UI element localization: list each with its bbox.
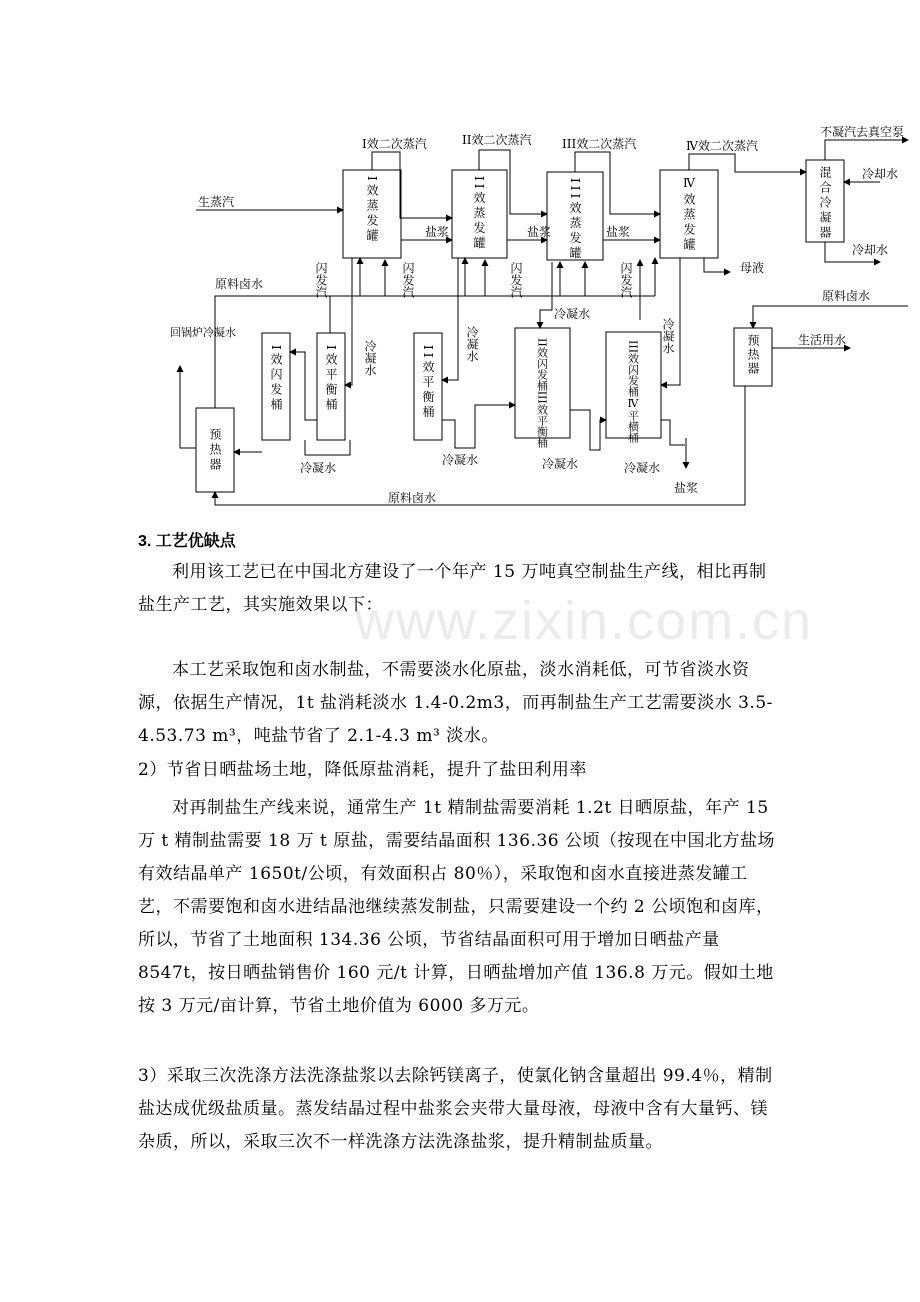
slurry-2-label: 盐浆 bbox=[527, 225, 552, 239]
mixing-condenser-label: 混合冷凝器 bbox=[818, 166, 832, 241]
raw-brine-bottom-label: 原料卤水 bbox=[388, 491, 437, 505]
balance-drum-1-label: I效平衡桶 bbox=[324, 345, 338, 413]
condensate-h5-label: 冷凝水 bbox=[624, 461, 661, 475]
preheater-right bbox=[734, 328, 772, 386]
evaporator-3-label: III效蒸发罐 bbox=[568, 178, 582, 262]
preheater-left-label: 预热器 bbox=[208, 428, 222, 473]
condensate-v1-label: 冷凝水 bbox=[363, 340, 377, 376]
vapor-3-label: III效二次蒸汽 bbox=[562, 137, 637, 151]
condensate-h1-label: 冷凝水 bbox=[300, 461, 337, 475]
balance-drum-1 bbox=[317, 333, 345, 440]
evaporator-2-label: II效蒸发罐 bbox=[472, 176, 486, 252]
raw-brine-top-label: 原料卤水 bbox=[215, 277, 264, 291]
flash-steam-2-label: 闪发汽 bbox=[401, 262, 415, 298]
condensate-v3-label: 冷凝水 bbox=[661, 318, 675, 354]
process-flow-diagram bbox=[0, 0, 920, 520]
evaporator-2 bbox=[452, 170, 507, 258]
vapor-2-label: II效二次蒸汽 bbox=[462, 133, 532, 147]
paragraph-freshwater: 本工艺采取饱和卤水制盐，不需要淡水化原盐，淡水消耗低，可节省淡水资源，依据生产情况，1t 盐消耗淡水 1.4-0.2m3，而再制盐生产工艺需要淡水 3.5-4.53.73 m³，吨盐节省了 2.1-4.3 m³ 淡水。 bbox=[138, 660, 773, 746]
preheater-right-label: 预热器 bbox=[746, 334, 760, 376]
condensate-h3-label: 冷凝水 bbox=[554, 307, 591, 321]
evaporator-1-label: I效蒸发罐 bbox=[365, 176, 379, 244]
flash-drum-1-label: I效闪发桶 bbox=[269, 345, 283, 413]
live-steam-label: 生蒸汽 bbox=[198, 195, 235, 209]
flash-drum-3-balance-drum-4 bbox=[606, 332, 661, 443]
evaporator-4 bbox=[660, 170, 718, 258]
evaporator-3 bbox=[547, 172, 603, 261]
boiler-return-label: 回锅炉冷凝水 bbox=[170, 326, 236, 339]
domestic-water-label: 生活用水 bbox=[798, 333, 847, 347]
cooling-water-out-label: 冷却水 bbox=[852, 243, 889, 257]
paragraph-land-saving: 对再制盐生产线来说，通常生产 1t 精制盐需要消耗 1.2t 日晒原盐，年产 15 万 t 精制盐需要 18 万 t 原盐，需要结晶面积 136.36 公顷（按现在中国北方盐场有效结晶单产 1650t/公顷，有效面积占 80％），采取饱和卤水直接进蒸发罐工艺，不需要饱和卤水进结晶池继续蒸发制盐，只需要建设一个约 2 公顷饱和卤库，所以，节省了土地面积 134.36 公顷，节省结晶面积可用于增加日晒盐产量 8547t，按日晒盐销售价 160 元/t 计算，日晒盐增加产值 136.8 万元。假如土地按 3 万元/亩计算，节省土地价值为 6000 多万元。 bbox=[138, 798, 776, 1016]
process-lines bbox=[180, 140, 908, 505]
balance-drum-2-label: II效平衡桶 bbox=[421, 345, 435, 421]
mother-liquor-label: 母液 bbox=[740, 261, 765, 275]
evaporator-1 bbox=[343, 170, 401, 258]
noncondensable-label: 不凝汽去真空泵 bbox=[820, 125, 905, 139]
vapor-4-label: Ⅳ效二次蒸汽 bbox=[686, 139, 758, 153]
flash-drum-2-label: II效闪发桶III效平衡桶 bbox=[535, 338, 549, 448]
flash-steam-1-label: 闪发汽 bbox=[314, 262, 328, 298]
paragraph-point-3: 3）采取三次洗涤方法洗涤盐浆以去除钙镁离子，使氯化钠含量超出 99.4％，精制盐达成优级盐质量。蒸发结晶过程中盐浆会夹带大量母液，母液中含有大量钙、镁杂质，所以，采取三次不一样洗涤方法洗涤盐浆，提升精制盐质量。 bbox=[138, 1066, 773, 1152]
slurry-1-label: 盐浆 bbox=[425, 225, 450, 239]
condensate-h4-label: 冷凝水 bbox=[542, 457, 579, 471]
balance-drum-2 bbox=[414, 333, 442, 440]
flash-steam-4-label: 闪发汽 bbox=[619, 262, 633, 298]
flash-steam-3-label: 闪发汽 bbox=[509, 262, 523, 298]
flash-drum-1 bbox=[262, 333, 290, 440]
condensate-v2-label: 冷凝水 bbox=[465, 326, 479, 362]
raw-brine-right-label: 原料卤水 bbox=[822, 289, 871, 303]
section-heading: 3. 工艺优缺点 bbox=[138, 533, 236, 550]
slurry-out-label: 盐浆 bbox=[674, 481, 699, 495]
flash-drum-2-balance-drum-3 bbox=[515, 328, 570, 448]
flash-drum-3-label: III效闪发桶Ⅳ平横桶 bbox=[626, 340, 640, 444]
cooling-water-in-label: 冷却水 bbox=[862, 167, 899, 181]
preheater-left bbox=[196, 408, 234, 492]
condensate-h2-label: 冷凝水 bbox=[442, 453, 479, 467]
paragraph-intro: 利用该工艺已在中国北方建设了一个年产 15 万吨真空制盐生产线，相比再制盐生产工艺，其实施效果以下： bbox=[138, 562, 767, 615]
evaporator-4-label: Ⅳ效蒸发罐 bbox=[682, 176, 696, 253]
paragraph-point-2: 2）节省日晒盐场土地，降低原盐消耗，提升了盐田利用率 bbox=[138, 760, 587, 780]
slurry-3-label: 盐浆 bbox=[606, 225, 631, 239]
watermark: www.zixin.com.cn bbox=[355, 591, 814, 651]
vapor-1-label: I效二次蒸汽 bbox=[362, 137, 427, 151]
mixing-condenser bbox=[806, 160, 844, 242]
